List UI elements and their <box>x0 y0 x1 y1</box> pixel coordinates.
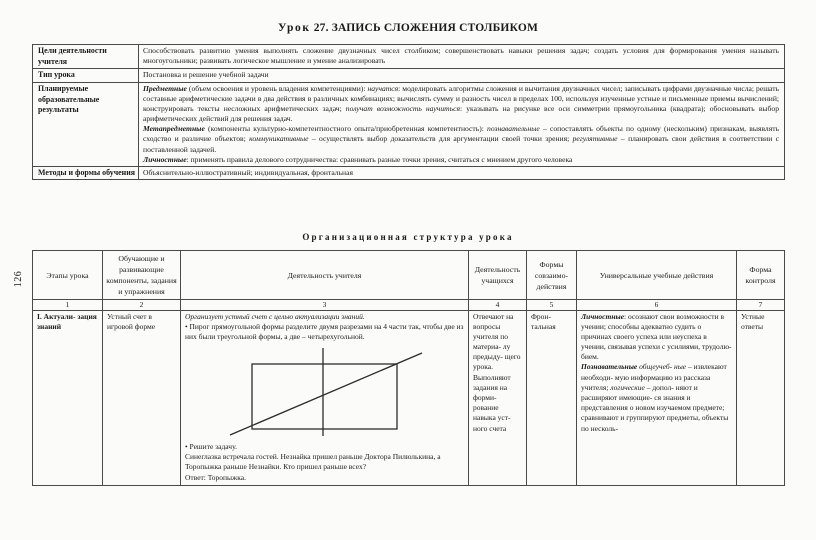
text-run: Метапредметные <box>143 124 205 134</box>
table-row <box>33 166 785 180</box>
cell-stage <box>33 310 103 485</box>
table-row <box>33 45 785 69</box>
uud-personal-label: Личностные <box>581 311 625 321</box>
text-run: (компоненты культурно-компетентностного опыта/приобретенная компетентность): <box>204 124 488 134</box>
text-run: – осуществлять выбор доказательств для аргументации своей точки зрения; <box>308 134 573 144</box>
text-run: Предметные <box>143 84 187 94</box>
teacher-intro: Организует устный счет с целью актуализации знаний. <box>185 311 365 321</box>
goals-body-cell <box>139 166 785 180</box>
header-row <box>33 251 785 300</box>
cell-control-form <box>737 310 785 485</box>
structure-body <box>33 310 785 485</box>
table-row <box>33 69 785 83</box>
control-form-text: Устные ответы <box>741 311 765 331</box>
col-number-1: 1 <box>33 300 103 310</box>
text-run: (объем освоения и уровень владения компетенциями): <box>186 84 368 94</box>
text-run: научатся <box>367 84 399 94</box>
col-number-7: 7 <box>737 300 785 310</box>
text-run: Личностные <box>143 154 187 164</box>
goals-body-cell <box>139 45 785 69</box>
col-number-6: 6 <box>577 300 737 310</box>
text-run: : применять правила делового сотрудничества: сравнивать разные точки зрения, считаться с мнением другого человека <box>186 154 573 164</box>
teacher-task-1: • Пирог прямоугольной формы разделите двумя разрезами на 4 части так, чтобы две из них были треугольной формы, а две – четырехугольной. <box>185 321 464 341</box>
lesson-title-text: ЗАПИСЬ СЛОЖЕНИЯ СТОЛБИКОМ <box>331 22 539 34</box>
text-run: : указывать на рисунке все оси симметрии прямоугольника (квадрата); обосновывать выбор арифметических действий для решения задач. <box>143 104 779 124</box>
col-header-uud: Универсальные учебные действия <box>577 251 737 300</box>
paragraph <box>143 70 779 80</box>
paragraph <box>143 168 779 178</box>
lesson-goals-table <box>32 44 785 180</box>
paragraph <box>143 155 779 165</box>
col-header-student-activity: Деятельность учащихся <box>469 251 527 300</box>
cell-teacher-activity <box>181 310 469 485</box>
lesson-title-prefix: Урок <box>277 22 311 34</box>
cell-interaction-forms <box>527 310 577 485</box>
text-run: Способствовать развитию умения выполнять сложение двузначных чисел столбиком; совершенствовать навыки решения задач; создать условия для формирования умения называть многоугольники; развивать логическое мышление и умение анализировать <box>143 46 779 66</box>
text-run: – планировать свои действия в соответствии с поставленной задачей. <box>143 134 779 154</box>
student-activity-text: Отвечают на вопросы учителя по материа- лу предыду- щего урока. Выполняют задания на форми- рование навыка уст- ного счета <box>473 311 521 433</box>
goals-body-cell <box>139 83 785 167</box>
text-run: : моделировать алгоритмы сложения и вычитания двузначных чисел; записывать цифрами двузначные числа; решать составные арифметические задачи в два действия в различных комбинациях; вычислять сумму и разность чисел в пределах 100, используя изученные устные и письменные приемы вычислений; конструировать тексты несложных арифметических задач; <box>143 84 780 114</box>
lesson-structure-table <box>32 250 785 486</box>
paragraph <box>143 84 779 124</box>
cell-components <box>103 310 181 485</box>
col-header-interaction-forms: Формы совзаимо- действия <box>527 251 577 300</box>
stage-text: I. Актуали- зация знаний <box>37 311 97 331</box>
uud-cognitive-text2: – допол- няют и расширяют имеющие- ся знания и представления о новом изучаемом предмете; сравнивают и группируют предметы, объекты по несколь- <box>581 382 729 433</box>
components-text: Устный счет в игровой форме <box>107 311 156 331</box>
cell-student-activity <box>469 310 527 485</box>
text-run: познавательные <box>487 124 540 134</box>
col-number-4: 4 <box>469 300 527 310</box>
rectangle-with-cuts-svg <box>210 344 440 436</box>
lesson-title <box>0 22 816 34</box>
text-run: Объяснительно-иллюстративный; индивидуальная, фронтальная <box>143 167 353 177</box>
lesson-title-number: 27. <box>313 22 329 34</box>
paragraph <box>143 124 779 154</box>
paragraph <box>143 46 779 66</box>
uud-personal-text: : осознают свои возможности в учении; способны адекватно судить о причинах своего успеха или неуспеха в учении, связывая успехи с усилиями, трудолю- бием. <box>581 311 732 362</box>
section-heading: Организационная структура урока <box>302 232 514 242</box>
uud-cognitive-sub2: логические <box>610 382 645 392</box>
col-number-3: 3 <box>181 300 469 310</box>
structure-head <box>33 251 785 311</box>
cell-uud <box>577 310 737 485</box>
goals-label-cell: Цели деятельности учителя <box>33 45 139 69</box>
uud-cognitive-text1: – извлекают необходи- мую информацию из рассказа учителя; <box>581 362 727 392</box>
uud-cognitive-label: Познавательные <box>581 362 638 372</box>
teacher-task-2-answer: Ответ: Торопыжка. <box>185 472 246 482</box>
table-row <box>33 310 785 485</box>
goals-label-cell: Методы и формы обучения <box>33 166 139 180</box>
text-run: регулятивные <box>572 134 618 144</box>
col-number-5: 5 <box>527 300 577 310</box>
text-run: коммуникативные <box>249 134 309 144</box>
uud-cognitive <box>581 362 733 433</box>
col-header-stage: Этапы урока <box>33 251 103 300</box>
col-header-teacher-activity: Деятельность учителя <box>181 251 469 300</box>
table-row <box>33 83 785 167</box>
col-header-components: Обучающие и развивающие компоненты, задания и упражнения <box>103 251 181 300</box>
text-run: Постановка и решение учебной задачи <box>143 70 269 80</box>
page-number: 126 <box>13 270 24 288</box>
text-run: – сопоставлять объекты по одному (нескольким) признакам, выявлять сходство и различие объектов; <box>143 124 779 144</box>
goals-label-cell: Планируемые образовательные результаты <box>33 83 139 167</box>
geometry-figure <box>185 344 465 438</box>
interaction-forms-text: Фрон- тальная <box>531 311 556 331</box>
uud-cognitive-sub1: общеучеб- ные <box>637 362 687 372</box>
uud-personal <box>581 312 733 363</box>
col-header-control-form: Форма контроля <box>737 251 785 300</box>
col-number-2: 2 <box>103 300 181 310</box>
column-number-row <box>33 300 785 310</box>
goals-label-cell: Тип урока <box>33 69 139 83</box>
lesson-goals-body <box>33 45 785 180</box>
text-run: получат возможность научиться <box>345 104 461 114</box>
goals-body-cell <box>139 69 785 83</box>
teacher-task-2-bullet: • Решите задачу. <box>185 442 237 452</box>
teacher-task-2-text: Синеглазка встречала гостей. Незнайка пришел раньше Доктора Пилюлькина, а Торопыжка раньше Незнайки. Кто пришел раньше всех? <box>185 452 441 472</box>
